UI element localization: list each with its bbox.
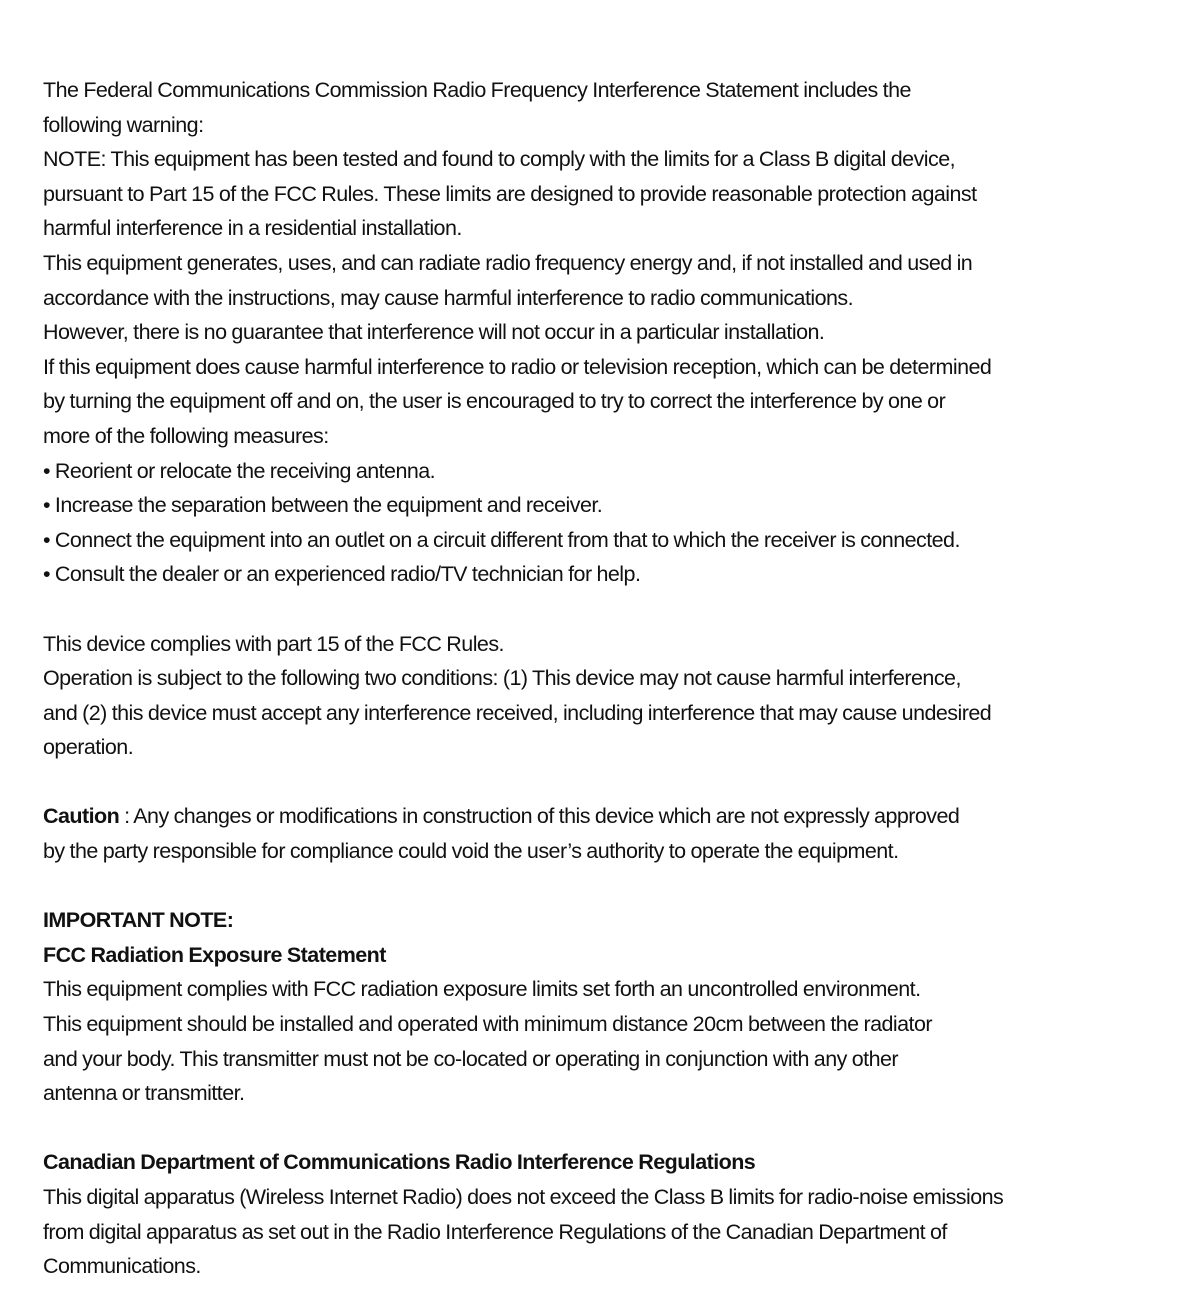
bullet-item: • Connect the equipment into an outlet on a circuit different from that to which the receiver is connected. (43, 527, 960, 552)
part15-compliance (43, 627, 1183, 765)
canada-heading: Canadian Department of Communications Radio Interference Regulations (43, 1150, 756, 1175)
radiation-line-2: This equipment should be installed and operated with minimum distance 20cm between the radiator (43, 1012, 932, 1037)
radiation-line-1: This equipment complies with FCC radiation exposure limits set forth an uncontrolled environment. (43, 977, 921, 1002)
radiate-line-2: accordance with the instructions, may cause harmful interference to radio communications. (43, 285, 854, 310)
intro-line-2: following warning: (43, 112, 204, 137)
paragraph-gap (43, 592, 1183, 627)
caution-section (43, 799, 1183, 868)
radiation-exposure-section (43, 903, 1183, 1111)
canada-line-2: from digital apparatus as set out in the Radio Interference Regulations of the Canadian Department of (43, 1219, 947, 1244)
bullet-item: • Consult the dealer or an experienced radio/TV technician for help. (43, 562, 641, 587)
part15-line-3: and (2) this device must accept any interference received, including interference that may cause undesired (43, 700, 992, 725)
paragraph-gap (43, 765, 1183, 800)
caution-line-2: by the party responsible for compliance could void the user’s authority to operate the equipment. (43, 839, 899, 864)
intro-line-1: The Federal Communications Commission Radio Frequency Interference Statement includes the (43, 78, 911, 102)
radiation-line-4: antenna or transmitter. (43, 1081, 245, 1106)
bullet-item: • Reorient or relocate the receiving antenna. (43, 458, 436, 483)
part15-line-4: operation. (43, 735, 134, 760)
canada-regulations-section (43, 1145, 1183, 1283)
fcc-interference-statement (43, 73, 1183, 592)
part15-line-2: Operation is subject to the following two conditions: (1) This device may not cause harmful interference, (43, 666, 961, 691)
measures-line-3: more of the following measures: (43, 423, 329, 448)
note-line-1: NOTE: This equipment has been tested and found to comply with the limits for a Class B digital device, (43, 147, 956, 172)
radiation-heading: FCC Radiation Exposure Statement (43, 942, 386, 967)
note-line-3: harmful interference in a residential installation. (43, 216, 462, 241)
guarantee-line: However, there is no guarantee that interference will not occur in a particular installation. (43, 320, 825, 345)
measures-line-1: If this equipment does cause harmful interference to radio or television reception, which can be determined (43, 354, 992, 379)
radiate-line-1: This equipment generates, uses, and can radiate radio frequency energy and, if not installed and used in (43, 250, 973, 275)
caution-line-1 (43, 799, 1183, 834)
important-note-heading: IMPORTANT NOTE: (43, 908, 234, 933)
radiation-line-3: and your body. This transmitter must not be co-located or operating in conjunction with any other (43, 1046, 898, 1071)
measures-line-2: by turning the equipment off and on, the user is encouraged to try to correct the interference by one or (43, 389, 946, 414)
caution-label: Caution (43, 804, 120, 829)
paragraph-gap (43, 869, 1183, 904)
part15-line-1: This device complies with part 15 of the FCC Rules. (43, 631, 504, 656)
bullet-item: • Increase the separation between the equipment and receiver. (43, 493, 603, 518)
canada-line-3: Communications. (43, 1254, 201, 1279)
note-line-2: pursuant to Part 15 of the FCC Rules. These limits are designed to provide reasonable protection against (43, 181, 977, 206)
document-page (43, 73, 1183, 1284)
canada-line-1: This digital apparatus (Wireless Internet Radio) does not exceed the Class B limits for radio-noise emissions (43, 1185, 1004, 1209)
caution-text: : Any changes or modifications in construction of this device which are not expressly approved (119, 804, 960, 829)
paragraph-gap (43, 1111, 1183, 1146)
